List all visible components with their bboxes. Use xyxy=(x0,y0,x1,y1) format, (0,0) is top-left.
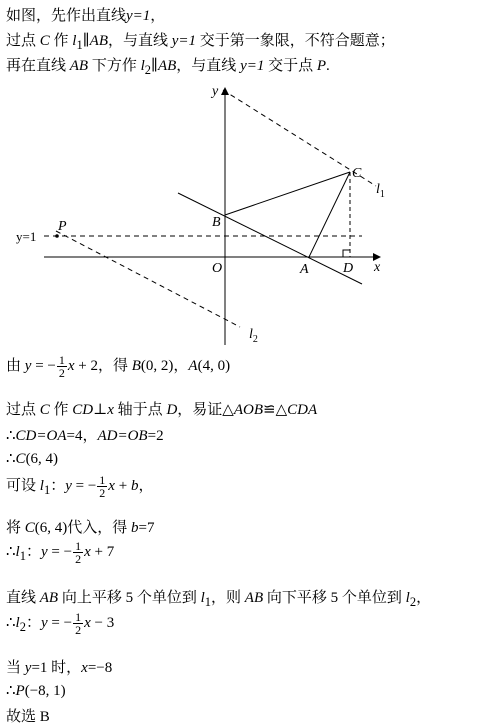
math: = − xyxy=(47,615,73,631)
math: l xyxy=(200,590,205,606)
line-ab xyxy=(178,193,362,284)
text-line-11 xyxy=(6,586,431,610)
label-l1: $l_1$ xyxy=(376,182,385,200)
math: AB xyxy=(69,58,89,74)
fraction xyxy=(57,354,67,379)
text-line-15 xyxy=(6,705,50,726)
fraction xyxy=(73,540,83,565)
text-line-13 xyxy=(6,656,112,677)
text-line-1 xyxy=(6,4,165,25)
math: x xyxy=(107,402,114,418)
math: AB xyxy=(89,33,108,49)
subscript: 2 xyxy=(19,620,26,634)
text: 将 xyxy=(6,520,25,536)
text: 可设 xyxy=(6,478,40,494)
text: =2 xyxy=(147,428,164,444)
text: 交于点 xyxy=(264,58,317,74)
symbol: ∥ xyxy=(82,33,90,49)
text: (4, 0) xyxy=(197,358,231,374)
text-line-7 xyxy=(6,449,58,468)
math: b xyxy=(130,478,139,494)
label-origin: O xyxy=(212,261,223,276)
numerator: 1 xyxy=(75,610,82,625)
subscript: 1 xyxy=(76,38,83,52)
text: ，与直线 xyxy=(176,58,241,74)
math: C xyxy=(15,451,26,467)
label-b: B xyxy=(212,215,221,230)
subscript: 2 xyxy=(144,63,152,77)
math: l xyxy=(405,590,410,606)
math: y xyxy=(40,544,48,560)
segment-bc xyxy=(225,172,350,215)
math: CD xyxy=(72,402,94,418)
text-line-2 xyxy=(6,29,395,53)
text-line-14 xyxy=(6,681,66,700)
math: AB xyxy=(39,590,59,606)
numerator: 1 xyxy=(75,539,82,554)
denominator: 2 xyxy=(58,366,65,381)
text: ，则 xyxy=(211,590,245,606)
math: = − xyxy=(31,358,56,374)
text: 过点 xyxy=(6,33,40,49)
math: x xyxy=(67,358,75,374)
math: P xyxy=(316,58,327,74)
text: ： xyxy=(25,544,41,560)
math: = − xyxy=(71,478,97,494)
math: y xyxy=(65,478,72,494)
point-p xyxy=(55,234,59,238)
math: A xyxy=(188,358,198,374)
right-angle-mark xyxy=(343,250,350,257)
symbol: ∥ xyxy=(151,58,158,74)
text: 向上平移 5 个单位到 xyxy=(58,590,201,606)
denominator: 2 xyxy=(75,623,82,638)
text: 直线 xyxy=(6,590,40,606)
math: x xyxy=(81,660,88,676)
text: (−8, 1) xyxy=(24,683,66,699)
math: AB xyxy=(157,58,177,74)
label-c: C xyxy=(352,166,362,181)
math: C xyxy=(39,33,50,49)
text-line-9 xyxy=(6,516,155,537)
text-line-3 xyxy=(6,54,330,78)
geometry-figure xyxy=(0,78,484,350)
numerator: 1 xyxy=(58,353,65,368)
line-l2 xyxy=(56,231,240,327)
math: B xyxy=(131,358,141,374)
text: ∴ xyxy=(6,451,16,467)
math: AOB xyxy=(233,402,263,418)
text: 轴于点 xyxy=(113,402,167,418)
text-line-12 xyxy=(6,611,114,636)
math: l xyxy=(72,33,77,49)
text: + 2，得 xyxy=(74,358,132,374)
math: D xyxy=(166,402,178,418)
math: + xyxy=(114,478,131,494)
label-x-axis: x xyxy=(374,260,381,275)
text: 下方作 xyxy=(88,58,141,74)
subscript: 1 xyxy=(43,483,51,497)
math: y xyxy=(40,615,48,631)
text-line-4 xyxy=(6,354,230,379)
math: l xyxy=(39,478,44,494)
math: l xyxy=(140,58,145,74)
text: ， xyxy=(150,8,166,24)
label-p: P xyxy=(58,219,67,234)
text: (0, 2)， xyxy=(140,358,189,374)
math: x xyxy=(84,615,91,631)
fraction xyxy=(97,474,107,499)
text: 交于第一象限，不符合题意； xyxy=(196,33,395,49)
text: 向下平移 5 个单位到 xyxy=(263,590,406,606)
text: 故选 B xyxy=(6,709,50,725)
math: AD=OB xyxy=(97,428,148,444)
subscript: 1 xyxy=(204,595,212,609)
math: AB xyxy=(244,590,264,606)
text: ∴ xyxy=(6,544,16,560)
math: = − xyxy=(47,544,73,560)
text-line-10 xyxy=(6,540,114,565)
text: . xyxy=(326,58,330,74)
math: x xyxy=(84,544,91,560)
text-line-6 xyxy=(6,424,164,445)
text: ≌△ xyxy=(263,402,288,418)
math: y=1 xyxy=(126,8,151,24)
math: l xyxy=(15,615,20,631)
fraction xyxy=(73,611,83,636)
text: (6, 4) xyxy=(25,451,59,467)
label-y-axis: y xyxy=(212,84,219,99)
text: ： xyxy=(25,615,41,631)
math: − 3 xyxy=(90,615,115,631)
label-d: D xyxy=(343,261,354,276)
text: 当 xyxy=(6,660,25,676)
math: y xyxy=(24,660,32,676)
label-a: A xyxy=(300,262,309,277)
text: (6, 4)代入，得 xyxy=(34,520,132,536)
text: ，与直线 xyxy=(107,33,172,49)
math: x xyxy=(108,478,115,494)
numerator: 1 xyxy=(99,473,106,488)
text: 过点 xyxy=(6,402,40,418)
text: ， xyxy=(138,478,154,494)
math: y xyxy=(24,358,32,374)
subscript: 2 xyxy=(409,595,417,609)
text-line-8 xyxy=(6,474,153,499)
math: y=1 xyxy=(240,58,265,74)
text: 作 xyxy=(49,33,73,49)
math: CDA xyxy=(287,402,318,418)
segment-ca xyxy=(309,172,350,257)
math: P xyxy=(15,683,25,699)
text: ∴ xyxy=(6,683,16,699)
text-line-5 xyxy=(6,398,317,419)
math: l xyxy=(15,544,20,560)
text: 作 xyxy=(49,402,73,418)
text: =7 xyxy=(138,520,155,536)
text: ， xyxy=(416,590,432,606)
text: =1 时， xyxy=(31,660,82,676)
text: ∴ xyxy=(6,615,16,631)
text: 如图，先作出直线 xyxy=(6,8,127,24)
math: + 7 xyxy=(90,544,115,560)
text: 由 xyxy=(6,358,25,374)
text: =−8 xyxy=(87,660,113,676)
symbol: ⊥ xyxy=(93,402,108,418)
text: ∴ xyxy=(6,428,16,444)
math: C xyxy=(39,402,50,418)
math: b xyxy=(131,520,139,536)
denominator: 2 xyxy=(99,486,106,501)
text: ，易证△ xyxy=(177,402,234,418)
text: =4， xyxy=(66,428,98,444)
label-y1: y=1 xyxy=(16,229,37,244)
text: 再在直线 xyxy=(6,58,70,74)
math: y=1 xyxy=(171,33,197,49)
subscript: 1 xyxy=(19,549,26,563)
math: C xyxy=(24,520,35,536)
label-l2: $l_2$ xyxy=(249,327,258,345)
denominator: 2 xyxy=(75,552,82,567)
math: CD=OA xyxy=(15,428,67,444)
text: ： xyxy=(50,478,66,494)
